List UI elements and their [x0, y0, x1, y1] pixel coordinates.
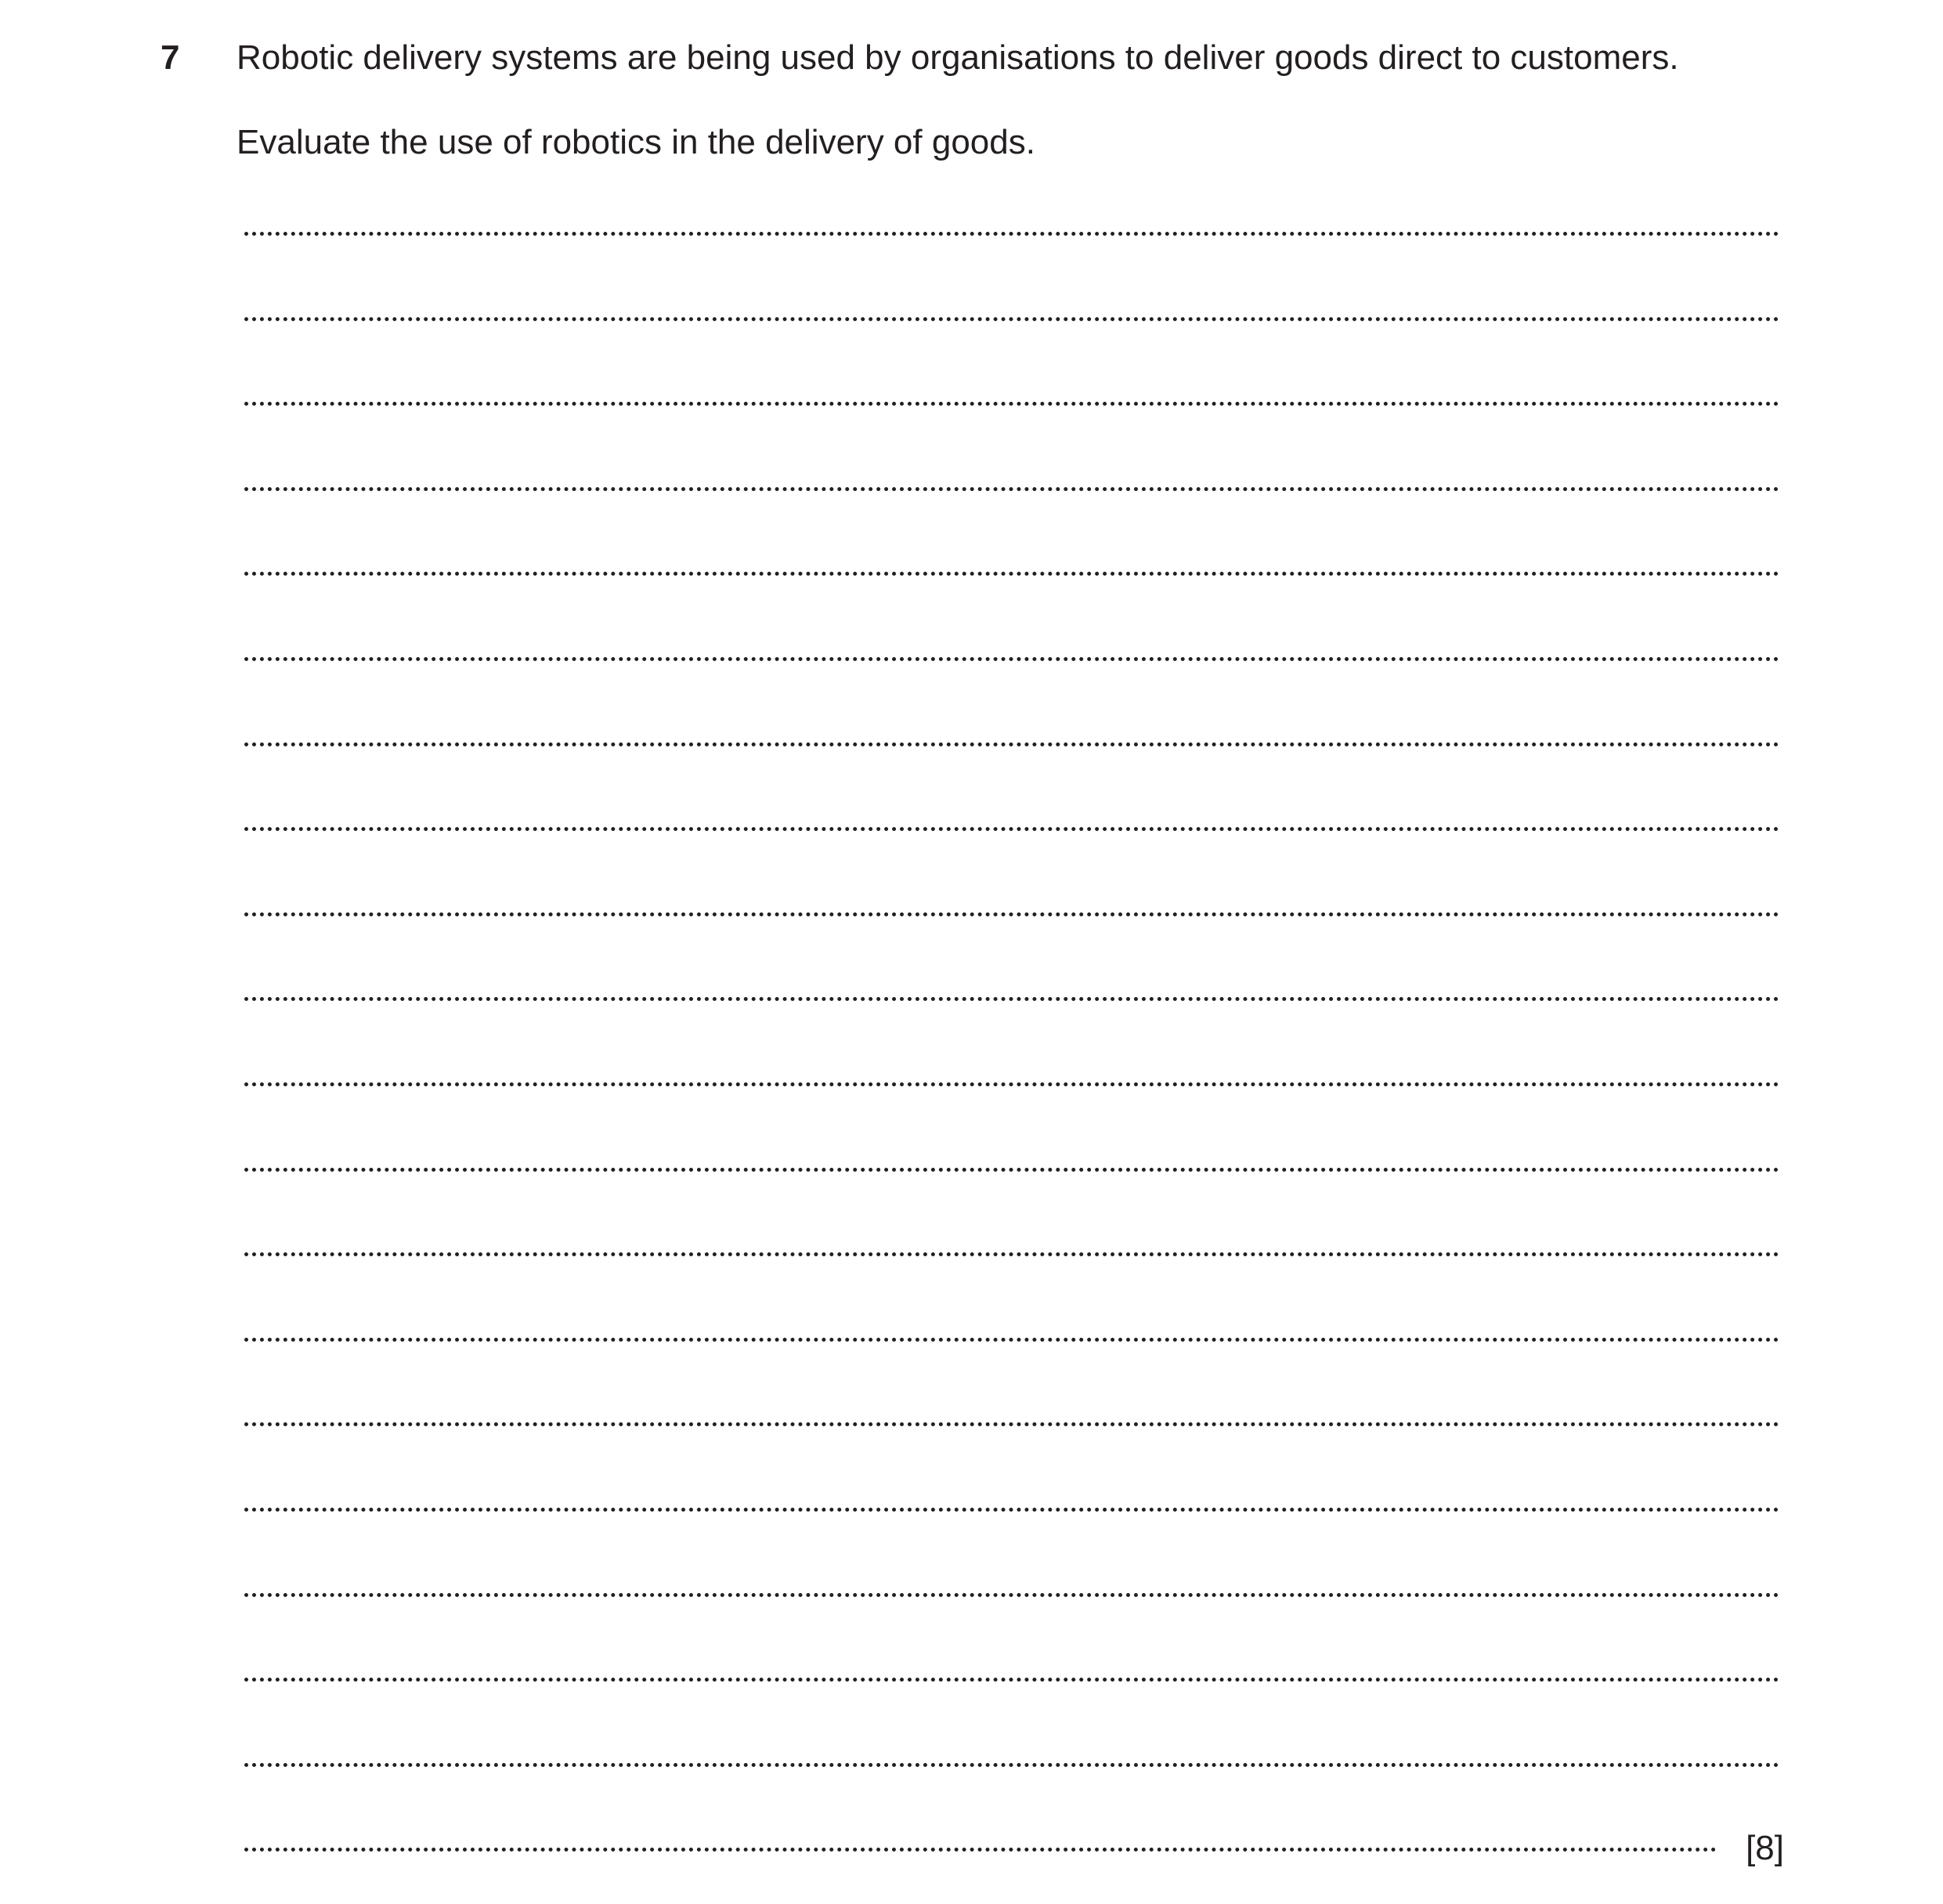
answer-line[interactable] — [244, 572, 1779, 576]
answer-line[interactable] — [244, 742, 1779, 746]
answer-line[interactable] — [244, 1678, 1779, 1682]
marks-label: [8] — [1746, 1829, 1784, 1867]
answer-line[interactable] — [244, 827, 1779, 831]
answer-line[interactable] — [244, 1082, 1779, 1086]
answer-line[interactable] — [244, 1168, 1779, 1172]
answer-line[interactable] — [244, 1848, 1717, 1852]
answer-line[interactable] — [244, 1593, 1779, 1597]
answer-line[interactable] — [244, 657, 1779, 661]
question-number: 7 — [161, 38, 180, 77]
question-instruction: Evaluate the use of robotics in the delivery of goods. — [237, 123, 1035, 161]
answer-line[interactable] — [244, 997, 1779, 1001]
answer-line[interactable] — [244, 1763, 1779, 1767]
answer-line[interactable] — [244, 912, 1779, 916]
answer-line[interactable] — [244, 1508, 1779, 1512]
answer-line[interactable] — [244, 402, 1779, 406]
answer-line[interactable] — [244, 1422, 1779, 1426]
answer-line[interactable] — [244, 1252, 1779, 1256]
answer-line[interactable] — [244, 1338, 1779, 1342]
answer-area[interactable] — [244, 0, 1784, 1904]
answer-line[interactable] — [244, 232, 1779, 236]
question-stem: Robotic delivery systems are being used by organisations to deliver goods direct to customers. — [237, 38, 1679, 77]
answer-line[interactable] — [244, 317, 1779, 321]
answer-line[interactable] — [244, 487, 1779, 491]
